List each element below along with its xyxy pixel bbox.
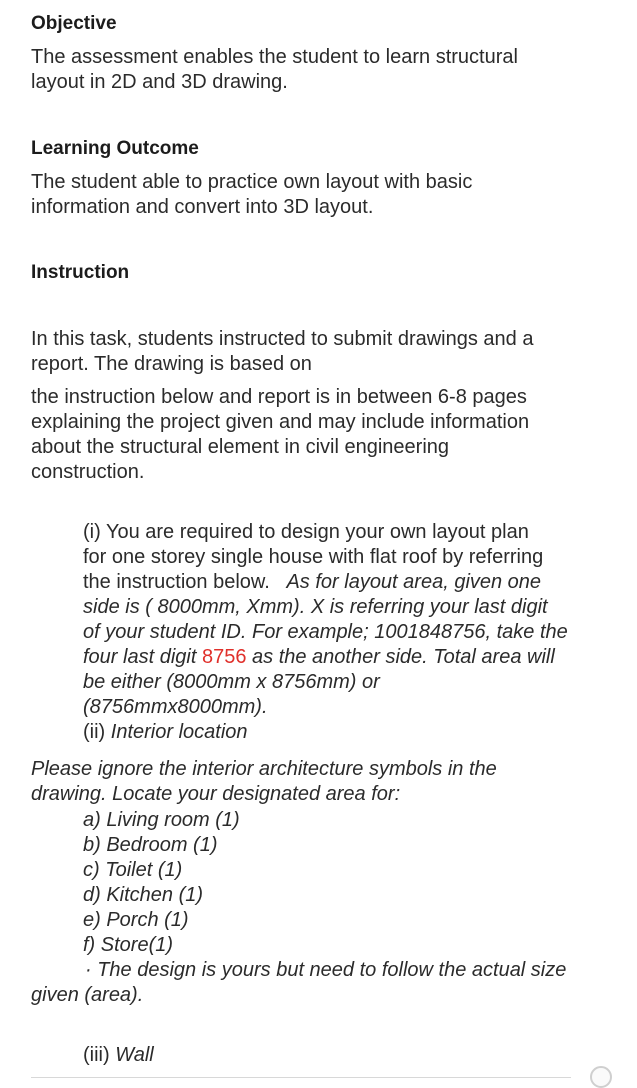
interior-text	[31, 757, 611, 807]
instruction-paragraph-2	[31, 385, 611, 485]
item-i-line-6-a: four last digit	[83, 646, 202, 668]
learning-outcome-line-1: The student able to practice own layout with basic	[31, 171, 473, 193]
scroll-button-icon[interactable]	[590, 1066, 612, 1088]
instruction-paragraph-1	[31, 327, 611, 377]
instruction-p2-line-3: about the structural element in civil engineering	[31, 436, 450, 458]
item-i-line-5: of your student ID. For example; 1001848756, take the	[83, 621, 568, 643]
objective-line-2: layout in 2D and 3D drawing.	[31, 71, 288, 93]
item-i-line-3-italic: As for layout area, given one	[286, 571, 542, 593]
list-item: d) Kitchen (1)	[83, 884, 204, 906]
item-i-line-8: (8756mmx8000mm).	[83, 696, 268, 718]
interior-line-1: Please ignore the interior architecture symbols in the	[31, 758, 497, 780]
bottom-divider	[31, 1077, 571, 1078]
item-i-line-6	[83, 645, 613, 670]
instruction-p2-line-2: explaining the project given and may include information	[31, 411, 530, 433]
objective-text	[31, 45, 611, 95]
design-note-line-2: given (area).	[31, 984, 144, 1006]
item-iii-line	[83, 1043, 583, 1068]
item-ii-label: (ii)	[83, 721, 111, 743]
list-item: c) Toilet (1)	[83, 859, 183, 881]
design-note-cont	[31, 983, 611, 1008]
list-item: b) Bedroom (1)	[83, 834, 218, 856]
list-item: a) Living room (1)	[83, 809, 240, 831]
room-list	[83, 808, 240, 958]
item-i-line-6-b: as the another side. Total area will	[246, 646, 555, 668]
objective-heading: Objective	[31, 13, 117, 34]
learning-outcome-heading: Learning Outcome	[31, 138, 199, 159]
item-iii-text: Wall	[115, 1044, 154, 1066]
item-i-block	[83, 520, 613, 745]
instruction-p1-line-1: In this task, students instructed to submit drawings and a	[31, 328, 534, 350]
instruction-p2-line-1: the instruction below and report is in between 6-8 pages	[31, 386, 527, 408]
instruction-heading: Instruction	[31, 262, 130, 283]
learning-outcome-text	[31, 170, 611, 220]
list-item: f) Store(1)	[83, 934, 174, 956]
objective-line-1: The assessment enables the student to learn structural	[31, 46, 518, 68]
item-ii-text: Interior location	[110, 721, 248, 743]
list-item: e) Porch (1)	[83, 909, 189, 931]
item-i-line-2: for one storey single house with flat roof by referring	[83, 546, 544, 568]
item-ii-line	[83, 720, 613, 745]
interior-line-2: drawing. Locate your designated area for:	[31, 783, 401, 805]
item-i-line-3-normal: the instruction below.	[83, 571, 287, 593]
item-iii	[83, 1043, 583, 1068]
item-iii-label: (iii)	[83, 1044, 116, 1066]
item-i-line-3	[83, 570, 613, 595]
item-i-line-4: side is ( 8000mm, Xmm). X is referring your last digit	[83, 596, 548, 618]
instruction-p1-line-2: report. The drawing is based on	[31, 353, 312, 375]
design-note	[85, 958, 615, 983]
learning-outcome-line-2: information and convert into 3D layout.	[31, 196, 374, 218]
instruction-p2-line-4: construction.	[31, 461, 145, 483]
item-i-line-7: be either (8000mm x 8756mm) or	[83, 671, 380, 693]
item-i-line-1: (i) You are required to design your own layout plan	[83, 521, 529, 543]
highlighted-digits: 8756	[201, 646, 247, 668]
design-note-line-1: · The design is yours but need to follow the actual size	[85, 959, 567, 981]
